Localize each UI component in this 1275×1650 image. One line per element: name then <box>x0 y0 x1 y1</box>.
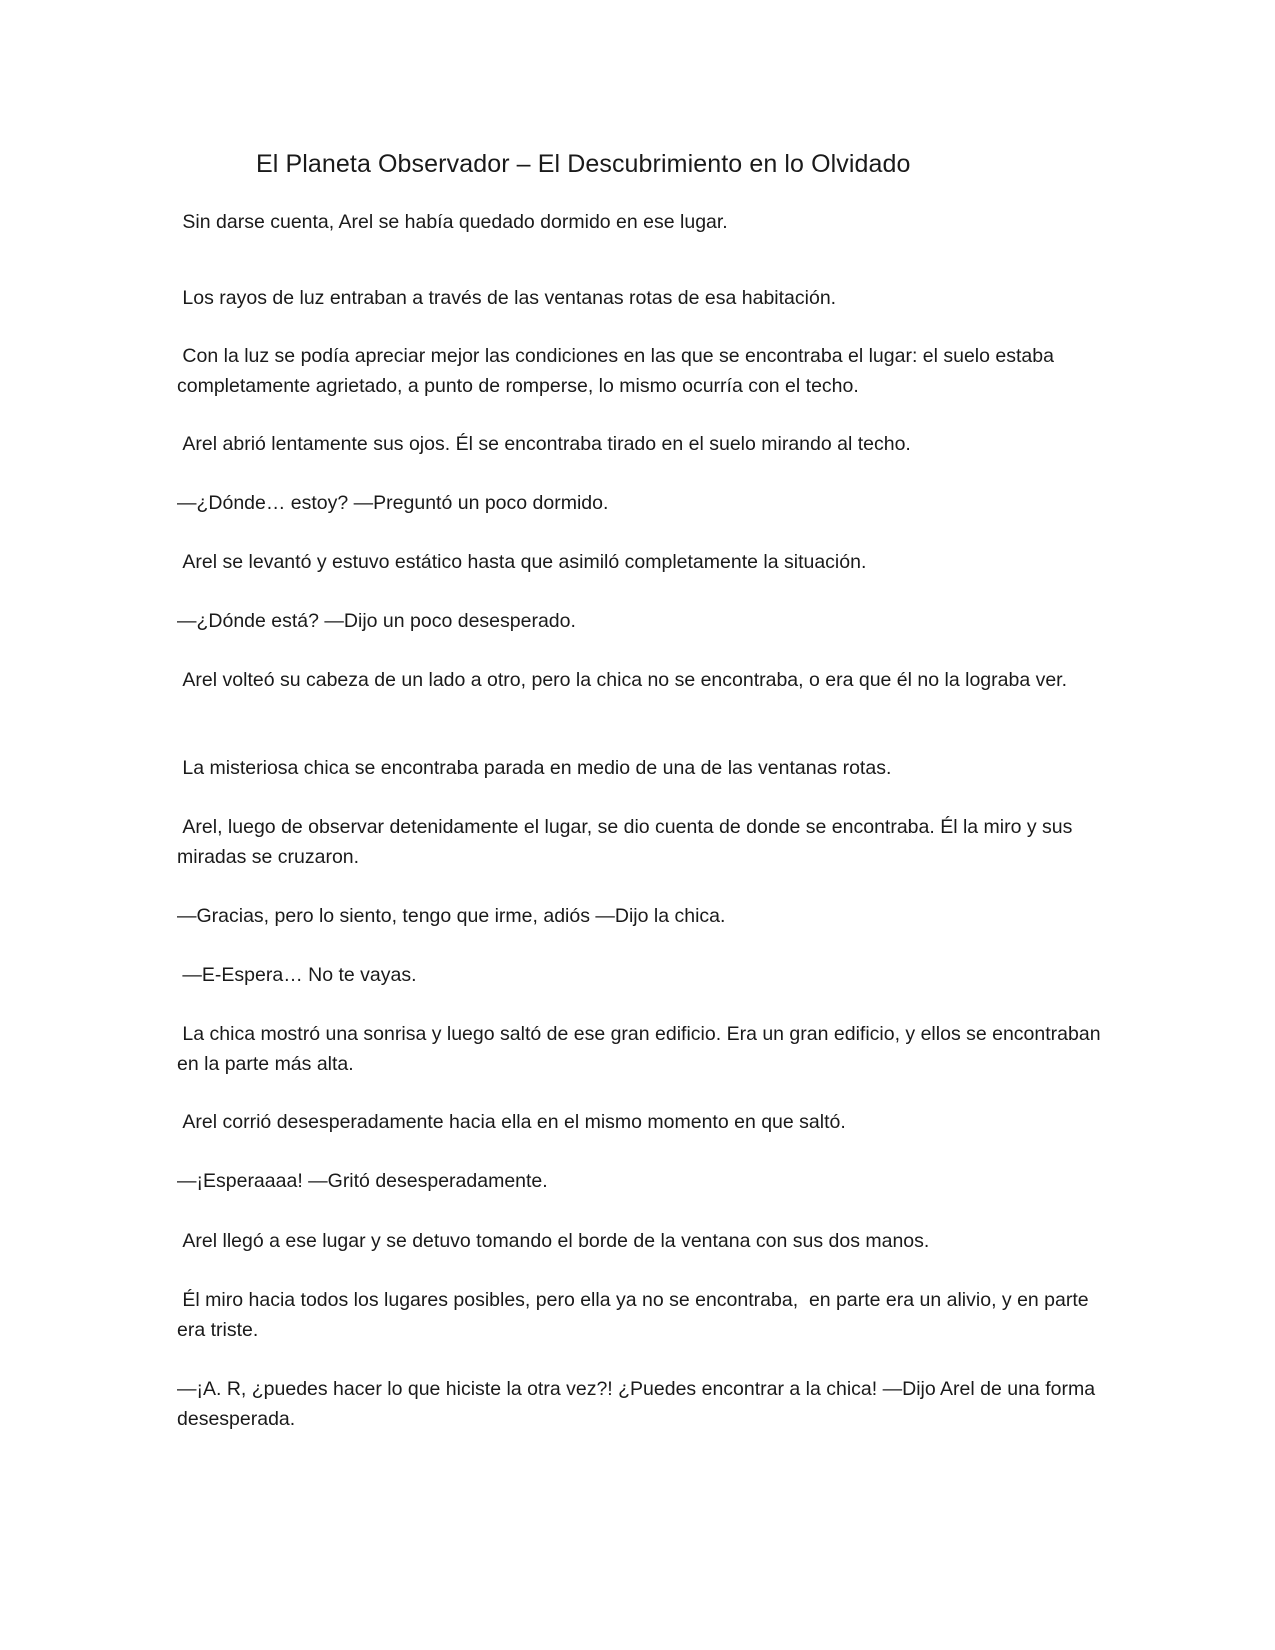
paragraph: Arel se levantó y estuvo estático hasta que asimiló completamente la situación. <box>177 551 867 573</box>
paragraph: —¡A. R, ¿puedes hacer lo que hiciste la otra vez?! ¿Puedes encontrar a la chica! —Dijo Arel de una forma desesperada. <box>177 1378 1101 1430</box>
paragraph: Los rayos de luz entraban a través de las ventanas rotas de esa habitación. <box>177 287 837 309</box>
paragraph: —¡Esperaaaa! —Gritó desesperadamente. <box>177 1170 548 1192</box>
paragraph: Arel, luego de observar detenidamente el lugar, se dio cuenta de donde se encontraba. Él la miro y sus miradas se cruzaron. <box>177 816 1078 868</box>
paragraph: Arel corrió desesperadamente hacia ella en el mismo momento en que saltó. <box>177 1111 846 1133</box>
paragraph: Arel llegó a ese lugar y se detuvo tomando el borde de la ventana con sus dos manos. <box>177 1230 930 1252</box>
paragraph: Arel abrió lentamente sus ojos. Él se encontraba tirado en el suelo mirando al techo. <box>177 433 911 455</box>
paragraph: —¿Dónde… estoy? —Preguntó un poco dormido. <box>177 492 609 514</box>
paragraph: Sin darse cuenta, Arel se había quedado dormido en ese lugar. <box>177 211 728 233</box>
document-title: El Planeta Observador – El Descubrimiento en lo Olvidado <box>256 150 911 178</box>
paragraph: Con la luz se podía apreciar mejor las condiciones en las que se encontraba el lugar: el suelo estaba completamente agrietado, a punto de romperse, lo mismo ocurría con el techo. <box>177 345 1060 397</box>
paragraph: Arel volteó su cabeza de un lado a otro, pero la chica no se encontraba, o era que él no la lograba ver. <box>177 669 1068 691</box>
paragraph: Él miro hacia todos los lugares posibles, pero ella ya no se encontraba, en parte era un alivio, y en parte era triste. <box>177 1289 1095 1341</box>
paragraph: —¿Dónde está? —Dijo un poco desesperado. <box>177 610 576 632</box>
paragraph: La misteriosa chica se encontraba parada en medio de una de las ventanas rotas. <box>177 757 892 779</box>
paragraph: —Gracias, pero lo siento, tengo que irme, adiós —Dijo la chica. <box>177 905 726 927</box>
paragraph: La chica mostró una sonrisa y luego saltó de ese gran edificio. Era un gran edificio, y ellos se encontraban en la parte más alta. <box>177 1023 1106 1075</box>
paragraph: —E-Espera… No te vayas. <box>177 964 417 986</box>
